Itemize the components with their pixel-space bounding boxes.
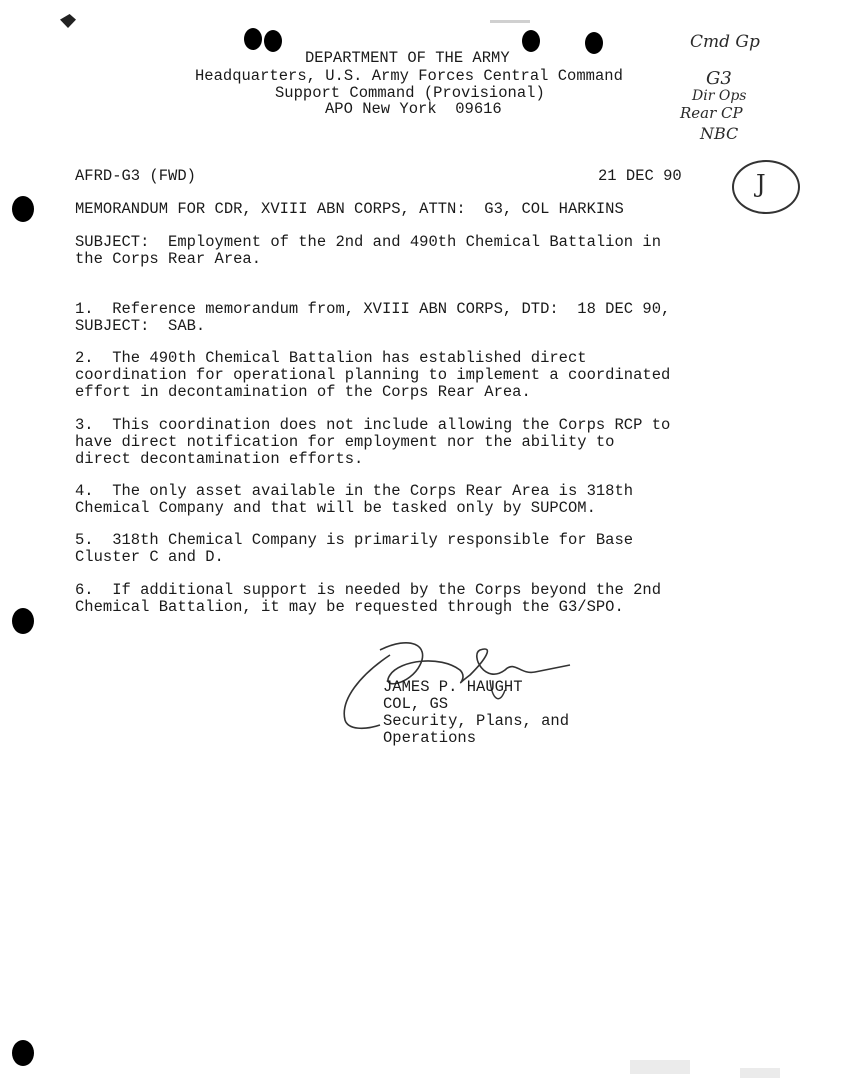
para-2-line-2: coordination for operational planning to implement a coordinated — [75, 366, 671, 384]
para-1-line-1: 1. Reference memorandum from, XVIII ABN CORPS, DTD: 18 DEC 90, — [75, 300, 671, 318]
initial-stamp — [732, 160, 800, 214]
para-4-line-2: Chemical Company and that will be tasked only by SUPCOM. — [75, 499, 596, 517]
memo-date: 21 DEC 90 — [598, 167, 682, 185]
handwritten-distribution-3: Dir Ops — [692, 88, 747, 104]
letterhead-dot-right — [522, 30, 540, 52]
signature-title-1: Security, Plans, and — [383, 712, 570, 730]
letterhead-dot-left2 — [264, 30, 282, 52]
punch-hole-top — [12, 196, 34, 222]
memo-for: MEMORANDUM FOR CDR, XVIII ABN CORPS, ATTN: G3, COL HARKINS — [75, 200, 624, 218]
subject-line-1: SUBJECT: Employment of the 2nd and 490th Chemical Battalion in — [75, 233, 661, 251]
handwritten-distribution-4: Rear CP — [680, 104, 743, 122]
letterhead-dot-left — [244, 28, 262, 50]
scan-speck — [630, 1060, 690, 1074]
handwritten-distribution-1: Cmd Gp — [690, 32, 760, 52]
para-1-line-2: SUBJECT: SAB. — [75, 317, 206, 335]
para-3-line-2: have direct notification for employment nor the ability to — [75, 433, 615, 451]
initial-letter: J — [756, 170, 766, 198]
para-5-line-1: 5. 318th Chemical Company is primarily responsible for Base — [75, 531, 634, 549]
punch-hole-bottom — [12, 1040, 34, 1066]
para-6-line-2: Chemical Battalion, it may be requested through the G3/SPO. — [75, 598, 624, 616]
scan-speck — [740, 1068, 780, 1078]
para-2-line-1: 2. The 490th Chemical Battalion has established direct — [75, 349, 587, 367]
subject-line-2: the Corps Rear Area. — [75, 250, 262, 268]
signature-title-2: Operations — [383, 729, 477, 747]
para-2-line-3: effort in decontamination of the Corps Rear Area. — [75, 383, 531, 401]
handwritten-distribution-2: G3 — [706, 68, 732, 89]
para-3-line-3: direct decontamination efforts. — [75, 450, 364, 468]
signature-name: JAMES P. HAUGHT — [383, 678, 523, 696]
para-5-line-2: Cluster C and D. — [75, 548, 224, 566]
corner-mark-icon — [60, 14, 76, 28]
para-4-line-1: 4. The only asset available in the Corps Rear Area is 318th — [75, 482, 634, 500]
scan-speck — [490, 20, 530, 23]
letterhead-address: APO New York 09616 — [325, 100, 502, 118]
letterhead-hq: Headquarters, U.S. Army Forces Central Command — [195, 67, 623, 85]
handwritten-distribution-5: NBC — [700, 124, 739, 143]
letterhead-org: DEPARTMENT OF THE ARMY — [305, 49, 510, 67]
letterhead-dot-right2 — [585, 32, 603, 54]
para-6-line-1: 6. If additional support is needed by the Corps beyond the 2nd — [75, 581, 661, 599]
para-3-line-1: 3. This coordination does not include allowing the Corps RCP to — [75, 416, 671, 434]
punch-hole-middle — [12, 608, 34, 634]
letterhead-unit: Support Command (Provisional) — [275, 84, 545, 102]
office-symbol: AFRD-G3 (FWD) — [75, 167, 196, 185]
signature-rank: COL, GS — [383, 695, 449, 713]
